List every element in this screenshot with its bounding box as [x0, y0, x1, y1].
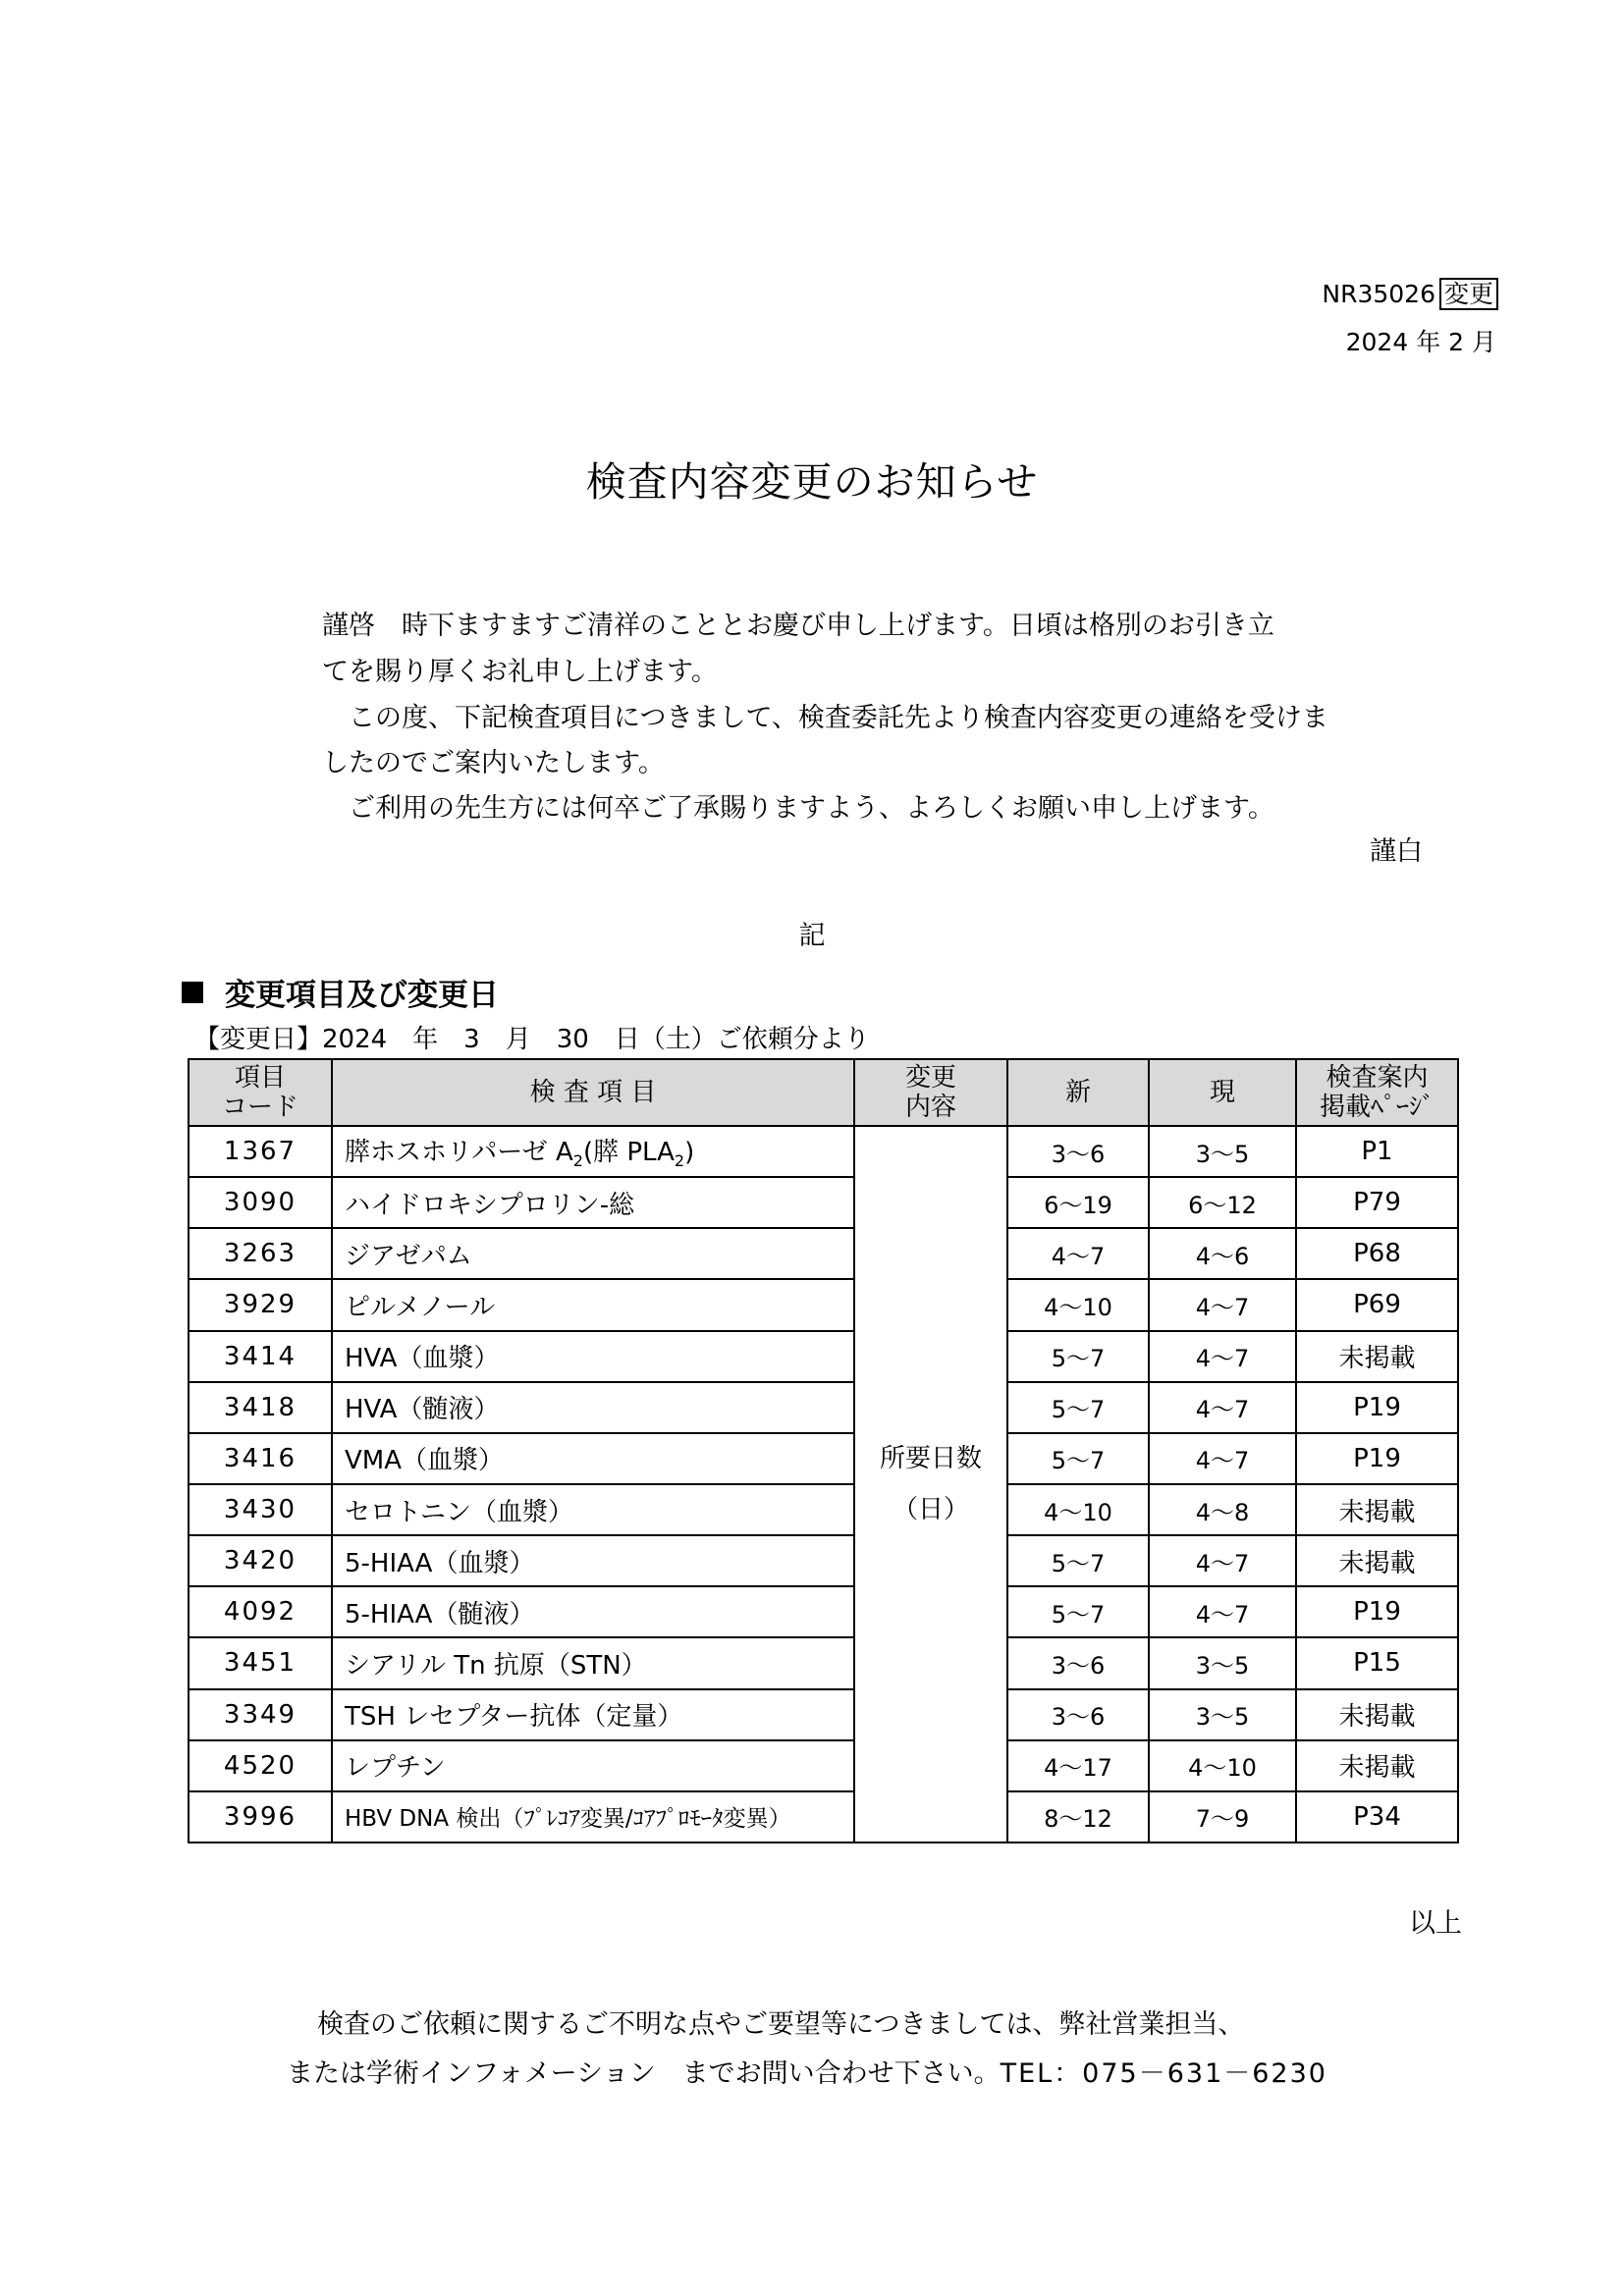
new-value: 4～10 [1007, 1484, 1149, 1535]
current-value: 4～7 [1149, 1433, 1296, 1484]
letter-paragraph-5: ご利用の先生方には何卒ご了承賜りますよう、よろしくお願い申し上げます。 [322, 793, 1274, 824]
letter-closing: 謹白 [1370, 836, 1423, 867]
table-row [189, 1484, 1458, 1535]
header-current: 現 [1149, 1059, 1296, 1126]
section-heading [182, 970, 499, 1014]
table-row [189, 1637, 1458, 1688]
guide-page: 未掲載 [1296, 1331, 1458, 1382]
current-value: 4～7 [1149, 1279, 1296, 1330]
letter-paragraph-2: てを賜り厚くお礼申し上げます。 [322, 657, 718, 687]
item-code: 3263 [189, 1228, 332, 1279]
item-name: 膵ホスホリパーゼ $A_2$(膵 $PLA_2$) [332, 1126, 854, 1177]
table-row [189, 1177, 1458, 1228]
footer-line-1: 検査のご依頼に関するご不明な点やご要望等につきましては、弊社営業担当、 [317, 2009, 1245, 2040]
item-code: 3929 [189, 1279, 332, 1330]
table-row [189, 1689, 1458, 1740]
guide-page: 未掲載 [1296, 1535, 1458, 1586]
table-row [189, 1331, 1458, 1382]
header-code: 項目 コード [189, 1059, 332, 1126]
item-name: ジアゼパム [332, 1228, 854, 1279]
guide-page: P15 [1296, 1637, 1458, 1688]
item-code: 3996 [189, 1791, 332, 1842]
new-value: 4～7 [1007, 1228, 1149, 1279]
footer-tel: TEL：075－631－6230 [1000, 2058, 1327, 2089]
new-value: 5～7 [1007, 1382, 1149, 1433]
current-value: 6～12 [1149, 1177, 1296, 1228]
guide-page: P1 [1296, 1126, 1458, 1177]
item-name: ピルメノール [332, 1279, 854, 1330]
document-date: 2024 年 2 月 [1345, 328, 1496, 356]
section-heading-text: 変更項目及び変更日 [225, 978, 499, 1013]
change-items-table [188, 1058, 1459, 1843]
guide-page: P69 [1296, 1279, 1458, 1330]
table-row [189, 1126, 1458, 1177]
document-number [1322, 278, 1498, 311]
item-code: 3414 [189, 1331, 332, 1382]
letter-paragraph-1: 謹啓 時下ますますご清祥のこととお慶び申し上げます。日頃は格別のお引き立 [322, 611, 1274, 641]
new-value: 3～6 [1007, 1637, 1149, 1688]
current-value: 3～5 [1149, 1689, 1296, 1740]
letter-paragraph-4: したのでご案内いたします。 [322, 748, 665, 778]
item-code: 3451 [189, 1637, 332, 1688]
guide-page: 未掲載 [1296, 1689, 1458, 1740]
item-code: 3090 [189, 1177, 332, 1228]
black-square-icon [182, 982, 203, 1003]
guide-page: P68 [1296, 1228, 1458, 1279]
guide-page: 未掲載 [1296, 1484, 1458, 1535]
table-header-row [189, 1059, 1458, 1126]
item-name: セロトニン（血漿） [332, 1484, 854, 1535]
table-row [189, 1228, 1458, 1279]
header-change-content: 変更 内容 [854, 1059, 1007, 1126]
change-content-merged: 所要日数 （日） [854, 1126, 1007, 1842]
header-item: 検 査 項 目 [332, 1059, 854, 1126]
new-value: 4～17 [1007, 1740, 1149, 1791]
new-value: 4～10 [1007, 1279, 1149, 1330]
table-row [189, 1433, 1458, 1484]
guide-page: P34 [1296, 1791, 1458, 1842]
item-code: 1367 [189, 1126, 332, 1177]
footer-line-2 [287, 2052, 1327, 2090]
new-value: 5～7 [1007, 1331, 1149, 1382]
table-row [189, 1535, 1458, 1586]
new-value: 5～7 [1007, 1586, 1149, 1637]
header-new: 新 [1007, 1059, 1149, 1126]
item-name: 5-HIAA（髄液） [332, 1586, 854, 1637]
table-row [189, 1791, 1458, 1842]
item-name: 5-HIAA（血漿） [332, 1535, 854, 1586]
page-title: 検査内容変更のお知らせ [585, 458, 1039, 506]
guide-page: P19 [1296, 1586, 1458, 1637]
new-value: 3～6 [1007, 1126, 1149, 1177]
new-value: 8～12 [1007, 1791, 1149, 1842]
item-code: 3418 [189, 1382, 332, 1433]
item-code: 3349 [189, 1689, 332, 1740]
current-value: 4～10 [1149, 1740, 1296, 1791]
item-name: レプチン [332, 1740, 854, 1791]
current-value: 4～8 [1149, 1484, 1296, 1535]
change-date-line: 【変更日】2024 年 3 月 30 日（土）ご依頼分より [194, 1025, 870, 1054]
table-row [189, 1740, 1458, 1791]
header-guide-page: 検査案内 掲載ﾍﾟｰｼﾞ [1296, 1059, 1458, 1126]
item-code: 4092 [189, 1586, 332, 1637]
item-name: TSH レセプター抗体（定量） [332, 1689, 854, 1740]
item-code: 3420 [189, 1535, 332, 1586]
document-tag-boxed: 変更 [1439, 278, 1498, 310]
current-value: 7～9 [1149, 1791, 1296, 1842]
ki-mark: 記 [798, 921, 826, 951]
table-row [189, 1382, 1458, 1433]
item-code: 4520 [189, 1740, 332, 1791]
new-value: 6～19 [1007, 1177, 1149, 1228]
current-value: 4～7 [1149, 1535, 1296, 1586]
current-value: 4～7 [1149, 1331, 1296, 1382]
current-value: 4～6 [1149, 1228, 1296, 1279]
item-name: シアリル Tn 抗原（STN） [332, 1637, 854, 1688]
footer-line-2-text: または学術インフォメーション までお問い合わせ下さい。 [287, 2058, 1001, 2089]
current-value: 3～5 [1149, 1637, 1296, 1688]
current-value: 3～5 [1149, 1126, 1296, 1177]
new-value: 3～6 [1007, 1689, 1149, 1740]
item-name: ハイドロキシプロリン-総 [332, 1177, 854, 1228]
item-name: HVA（血漿） [332, 1331, 854, 1382]
item-code: 3430 [189, 1484, 332, 1535]
item-name: VMA（血漿） [332, 1433, 854, 1484]
guide-page: P79 [1296, 1177, 1458, 1228]
guide-page: 未掲載 [1296, 1740, 1458, 1791]
new-value: 5～7 [1007, 1535, 1149, 1586]
table-row [189, 1279, 1458, 1330]
letter-paragraph-3: この度、下記検査項目につきまして、検査委託先より検査内容変更の連絡を受けま [322, 703, 1328, 733]
item-name: HBV DNA 検出（ﾌﾟﾚｺｱ変異/ｺｱﾌﾟﾛﾓｰﾀ変異） [332, 1791, 854, 1842]
item-name: HVA（髄液） [332, 1382, 854, 1433]
guide-page: P19 [1296, 1433, 1458, 1484]
item-code: 3416 [189, 1433, 332, 1484]
ijo-mark: 以上 [1409, 1908, 1462, 1939]
table-row [189, 1586, 1458, 1637]
document-number-value: NR35026 [1322, 280, 1435, 308]
current-value: 4～7 [1149, 1586, 1296, 1637]
guide-page: P19 [1296, 1382, 1458, 1433]
new-value: 5～7 [1007, 1433, 1149, 1484]
current-value: 4～7 [1149, 1382, 1296, 1433]
